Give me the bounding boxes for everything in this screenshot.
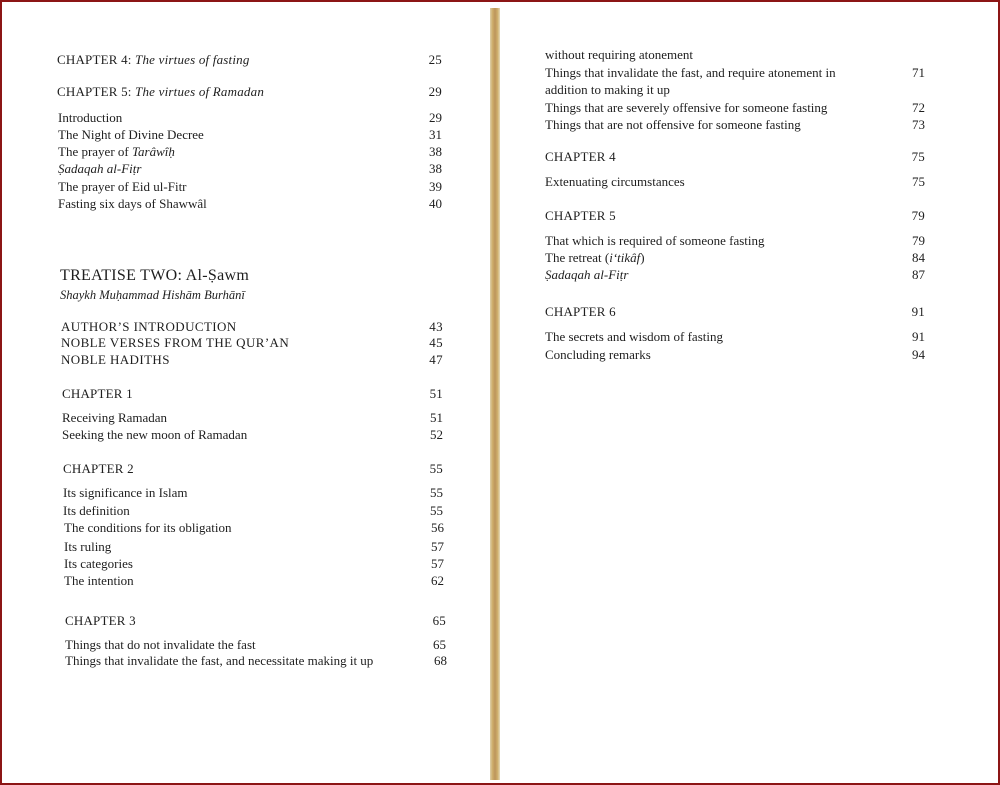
- toc-entry-label: Its definition: [63, 503, 130, 518]
- toc-entry-page: 51: [430, 410, 443, 425]
- treatise-title: TREATISE TWO: Al-Ṣawm: [60, 267, 250, 284]
- toc-entry-label: Seeking the new moon of Ramadan: [62, 427, 248, 442]
- right-page: [500, 2, 1000, 783]
- toc-entry-page: 56: [431, 520, 444, 535]
- toc-entry-label: AUTHOR’S INTRODUCTION: [61, 319, 237, 334]
- toc-entry-label: The conditions for its obligation: [64, 520, 232, 535]
- toc-entry-label: Things that are not offensive for someone fasting: [545, 117, 801, 132]
- toc-entry-label: CHAPTER 6: [545, 304, 616, 319]
- toc-entry-page: 55: [429, 461, 443, 476]
- toc-entry-label: The Night of Divine Decree: [58, 127, 204, 142]
- toc-entry-label: Its categories: [64, 556, 133, 571]
- toc-entry-page: 39: [429, 179, 442, 194]
- toc-entry-page: 47: [429, 352, 443, 367]
- toc-entry-label: NOBLE HADITHS: [61, 352, 170, 367]
- toc-entry-label: CHAPTER 5: The virtues of Ramadan: [57, 84, 265, 99]
- toc-entry-label: The retreat (i‘tikâf): [545, 250, 645, 265]
- toc-entry-page: 31: [429, 127, 442, 142]
- toc-entry-page: 72: [912, 100, 925, 115]
- toc-entry-page: 55: [430, 503, 443, 518]
- toc-entry-page: 29: [429, 110, 442, 125]
- toc-entry-label: CHAPTER 5: [545, 208, 616, 223]
- toc-entry-label: Things that do not invalidate the fast: [65, 637, 256, 652]
- toc-entry-page: 84: [912, 250, 925, 265]
- toc-entry-page: 62: [431, 573, 444, 588]
- toc-entry-label: Ṣadaqah al-Fiṭr: [545, 267, 629, 282]
- toc-entry-label: The secrets and wisdom of fasting: [545, 329, 723, 344]
- toc-entry-page: 94: [912, 347, 925, 362]
- toc-entry-page: 55: [430, 485, 443, 500]
- toc-entry-label: Things that invalidate the fast, and necessitate making it up: [65, 653, 374, 668]
- toc-entry-page: 68: [434, 653, 447, 668]
- treatise-author: Shaykh Muḥammad Hishām Burhānī: [60, 288, 245, 302]
- toc-entry-page: 57: [431, 539, 444, 554]
- toc-entry-page: 57: [431, 556, 444, 571]
- toc-entry-page: 38: [429, 161, 442, 176]
- toc-entry-label: Extenuating circumstances: [545, 174, 685, 189]
- book-gutter: [490, 8, 500, 780]
- toc-entry-page: 79: [911, 208, 925, 223]
- toc-entry-page: 79: [912, 233, 925, 248]
- toc-entry-label: CHAPTER 4: The virtues of fasting: [57, 52, 250, 67]
- toc-entry-label: NOBLE VERSES FROM THE QUR’AN: [61, 335, 290, 350]
- toc-entry-label: CHAPTER 3: [65, 613, 136, 628]
- toc-entry-page: 45: [429, 335, 443, 350]
- toc-entry-page: 38: [429, 144, 442, 159]
- toc-entry-page: 65: [432, 613, 446, 628]
- toc-entry-label: Introduction: [58, 110, 123, 125]
- toc-entry-label: without requiring atonement: [545, 47, 694, 62]
- toc-entry-label: The prayer of Tarâwîḥ: [58, 144, 175, 159]
- toc-entry-label: That which is required of someone fasting: [545, 233, 765, 248]
- toc-entry-label: Fasting six days of Shawwâl: [58, 196, 207, 211]
- toc-entry-label: Receiving Ramadan: [62, 410, 168, 425]
- toc-entry-page: 29: [428, 84, 442, 99]
- toc-entry-label: CHAPTER 2: [63, 461, 134, 476]
- toc-entry-label: Its significance in Islam: [63, 485, 188, 500]
- toc-entry-label: Concluding remarks: [545, 347, 651, 362]
- toc-entry-page: 51: [429, 386, 443, 401]
- toc-entry-page: 43: [429, 319, 443, 334]
- left-page: [2, 2, 490, 783]
- toc-entry-page: 91: [912, 329, 925, 344]
- toc-entry-page: 75: [911, 149, 925, 164]
- toc-entry-label: Its ruling: [64, 539, 112, 554]
- toc-entry-label: The prayer of Eid ul-Fitr: [58, 179, 187, 194]
- toc-entry-page: 40: [429, 196, 442, 211]
- toc-entry-label: The intention: [64, 573, 134, 588]
- toc-entry-page: 87: [912, 267, 925, 282]
- toc-entry-label: addition to making it up: [545, 82, 670, 97]
- toc-entry-label: Ṣadaqah al-Fiṭr: [58, 161, 142, 176]
- toc-entry-page: 65: [433, 637, 446, 652]
- toc-entry-page: 73: [912, 117, 925, 132]
- toc-entry-page: 52: [430, 427, 443, 442]
- toc-entry-page: 75: [912, 174, 925, 189]
- toc-entry-label: CHAPTER 4: [545, 149, 616, 164]
- toc-entry-label: Things that are severely offensive for someone fasting: [545, 100, 828, 115]
- toc-entry-label: Things that invalidate the fast, and require atonement in: [545, 65, 836, 80]
- toc-entry-page: 91: [911, 304, 925, 319]
- toc-entry-page: 25: [428, 52, 442, 67]
- toc-entry-page: 71: [912, 65, 925, 80]
- toc-entry-label: CHAPTER 1: [62, 386, 133, 401]
